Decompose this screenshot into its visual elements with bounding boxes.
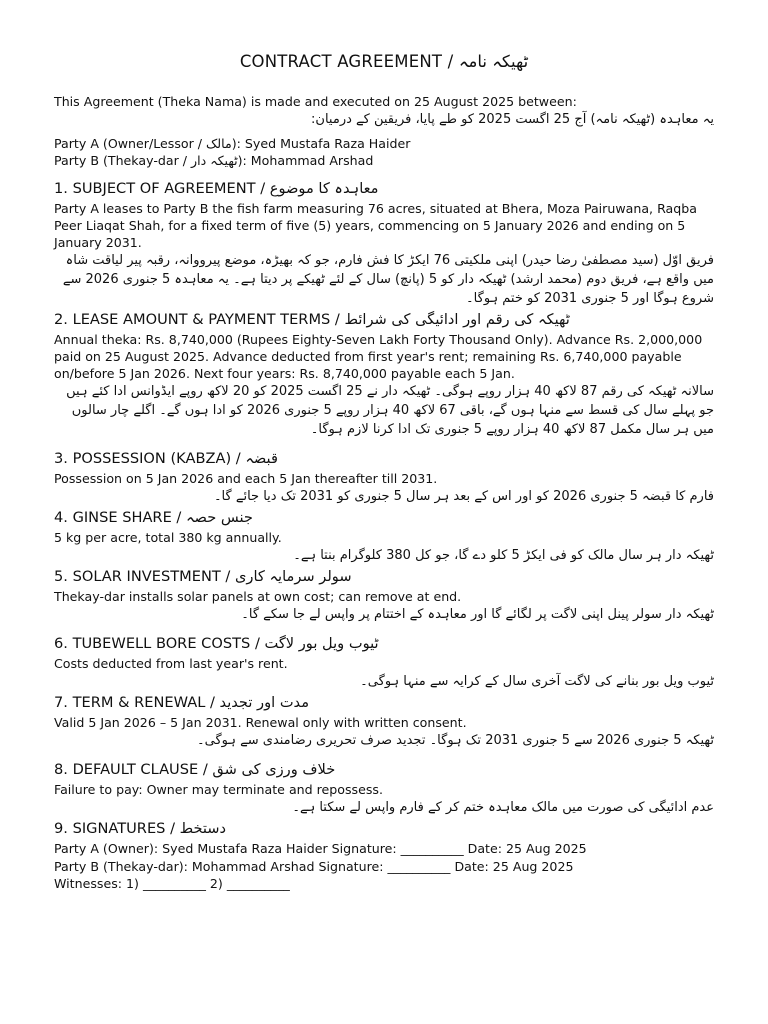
section-8-english: Failure to pay: Owner may terminate and repossess. [54, 782, 383, 797]
section-2-english: Annual theka: Rs. 8,740,000 (Rupees Eighty-Seven Lakh Forty Thousand Only). Advance Rs. 2,000,000 paid on 25 August 2025. Advance deducted from first year's rent; remaining Rs. 6,740,000 payable on/before 5 Jan 2026. Next four years: Rs. 8,740,000 payable each 5 Jan. [54, 332, 703, 381]
section-5-english: Thekay-dar installs solar panels at own cost; can remove at end. [54, 589, 462, 604]
section-1-heading: 1. SUBJECT OF AGREEMENT / معاہدہ کا موضوع [54, 180, 379, 197]
intro-english: This Agreement (Theka Nama) is made and executed on 25 August 2025 between: [54, 94, 577, 109]
section-5-urdu: ٹھیکہ دار سولر پینل اپنی لاگت پر لگائے گا اور معاہدہ کے اختتام پر واپس لے جا سکے گا۔ [241, 607, 714, 622]
section-1-english: Party A leases to Party B the fish farm measuring 76 acres, situated at Bhera, Moza Pairuwana, Raqba Peer Liaqat Shah, for a fixed term of five (5) years, commencing on 5 January 2026 and ending on 5 January 2031. [54, 201, 697, 250]
witnesses-line: Witnesses: 1) __________ 2) __________ [54, 876, 290, 891]
section-7-urdu: ٹھیکہ 5 جنوری 2026 سے 5 جنوری 2031 تک ہوگا۔ تجدید صرف تحریری رضامندی سے ہوگی۔ [197, 733, 714, 748]
signatures-heading: 9. SIGNATURES / دستخط [54, 820, 227, 837]
section-7-heading: 7. TERM & RENEWAL / مدت اور تجدید [54, 694, 310, 711]
section-2-heading: 2. LEASE AMOUNT & PAYMENT TERMS / ٹھیکہ کی رقم اور ادائیگی کی شرائط [54, 311, 570, 328]
section-4-heading: 4. GINSE SHARE / جنس حصہ [54, 509, 253, 526]
intro-urdu: یہ معاہدہ (ٹھیکہ نامہ) آج 25 اگست 2025 کو طے پایا، فریقین کے درمیان: [311, 112, 714, 127]
section-6-english: Costs deducted from last year's rent. [54, 656, 288, 671]
section-8-heading: 8. DEFAULT CLAUSE / خلاف ورزی کی شق [54, 761, 336, 778]
document-title: CONTRACT AGREEMENT / ٹھیکہ نامہ [239, 52, 529, 71]
section-3-english: Possession on 5 Jan 2026 and each 5 Jan thereafter till 2031. [54, 471, 438, 486]
section-7-english: Valid 5 Jan 2026 – 5 Jan 2031. Renewal only with written consent. [54, 715, 467, 730]
party-b-signature-line: Party B (Thekay-dar): Mohammad Arshad Signature: __________ Date: 25 Aug 2025 [54, 858, 574, 874]
section-8-urdu: عدم ادائیگی کی صورت میں مالک معاہدہ ختم کر کے فارم واپس لے سکتا ہے۔ [292, 800, 714, 815]
section-6-urdu: ٹیوب ویل بور بنانے کی لاگت آخری سال کے کرایہ سے منہا ہوگی۔ [360, 674, 714, 689]
party-a-signature-line: Party A (Owner): Syed Mustafa Raza Haider Signature: __________ Date: 25 Aug 2025 [54, 841, 587, 856]
section-3-heading: 3. POSSESSION (KABZA) / قبضہ [54, 450, 278, 467]
section-5-heading: 5. SOLAR INVESTMENT / سولر سرمایہ کاری [54, 568, 352, 585]
section-2-urdu: سالانہ ٹھیکہ کی رقم 87 لاکھ 40 ہزار روپے ہوگی۔ ٹھیکہ دار نے 25 اگست 2025 کو 20 لاکھ روپے ایڈوانس ادا کئے ہیں جو پہلے سال کی قسط سے منہا ہوں گے، باقی 67 لاکھ 40 ہزار روپے 5 جنوری 2026 کو ادا ہوں گے۔ اگلے چار سالوں میں ہر سال مکمل 87 لاکھ 40 ہزار روپے 5 جنوری تک ادا کرنا لازم ہوگا۔ [66, 384, 714, 437]
party-a-line: Party A (Owner/Lessor / مالک): Syed Mustafa Raza Haider [54, 136, 411, 151]
section-3-urdu: فارم کا قبضہ 5 جنوری 2026 کو اور اس کے بعد ہر سال 5 جنوری کو 2031 تک دیا جائے گا۔ [213, 489, 714, 504]
section-4-english: 5 kg per acre, total 380 kg annually. [54, 530, 282, 545]
section-4-urdu: ٹھیکہ دار ہر سال مالک کو فی ایکڑ 5 کلو دے گا، جو کل 380 کلوگرام بنتا ہے۔ [293, 548, 714, 563]
party-b-line: Party B (Thekay-dar / ٹھیکہ دار): Mohammad Arshad [54, 153, 374, 168]
section-6-heading: 6. TUBEWELL BORE COSTS / ٹیوب ویل بور لاگت [54, 635, 379, 652]
section-1-urdu: فریق اوّل (سید مصطفیٰ رضا حیدر) اپنی ملکیتی 76 ایکڑ کا فش فارم، جو کہ بھیڑہ، موضع پیرووانہ، رقبہ پیر لیاقت شاہ میں واقع ہے، فریق دوم (محمد ارشد) ٹھیکہ دار کو 5 (پانچ) سال کے لئے ٹھیکے پر دیتا ہے۔ یہ معاہدہ 5 جنوری 2026 سے شروع ہوگا اور 5 جنوری 2031 کو ختم ہوگا۔ [62, 253, 714, 306]
